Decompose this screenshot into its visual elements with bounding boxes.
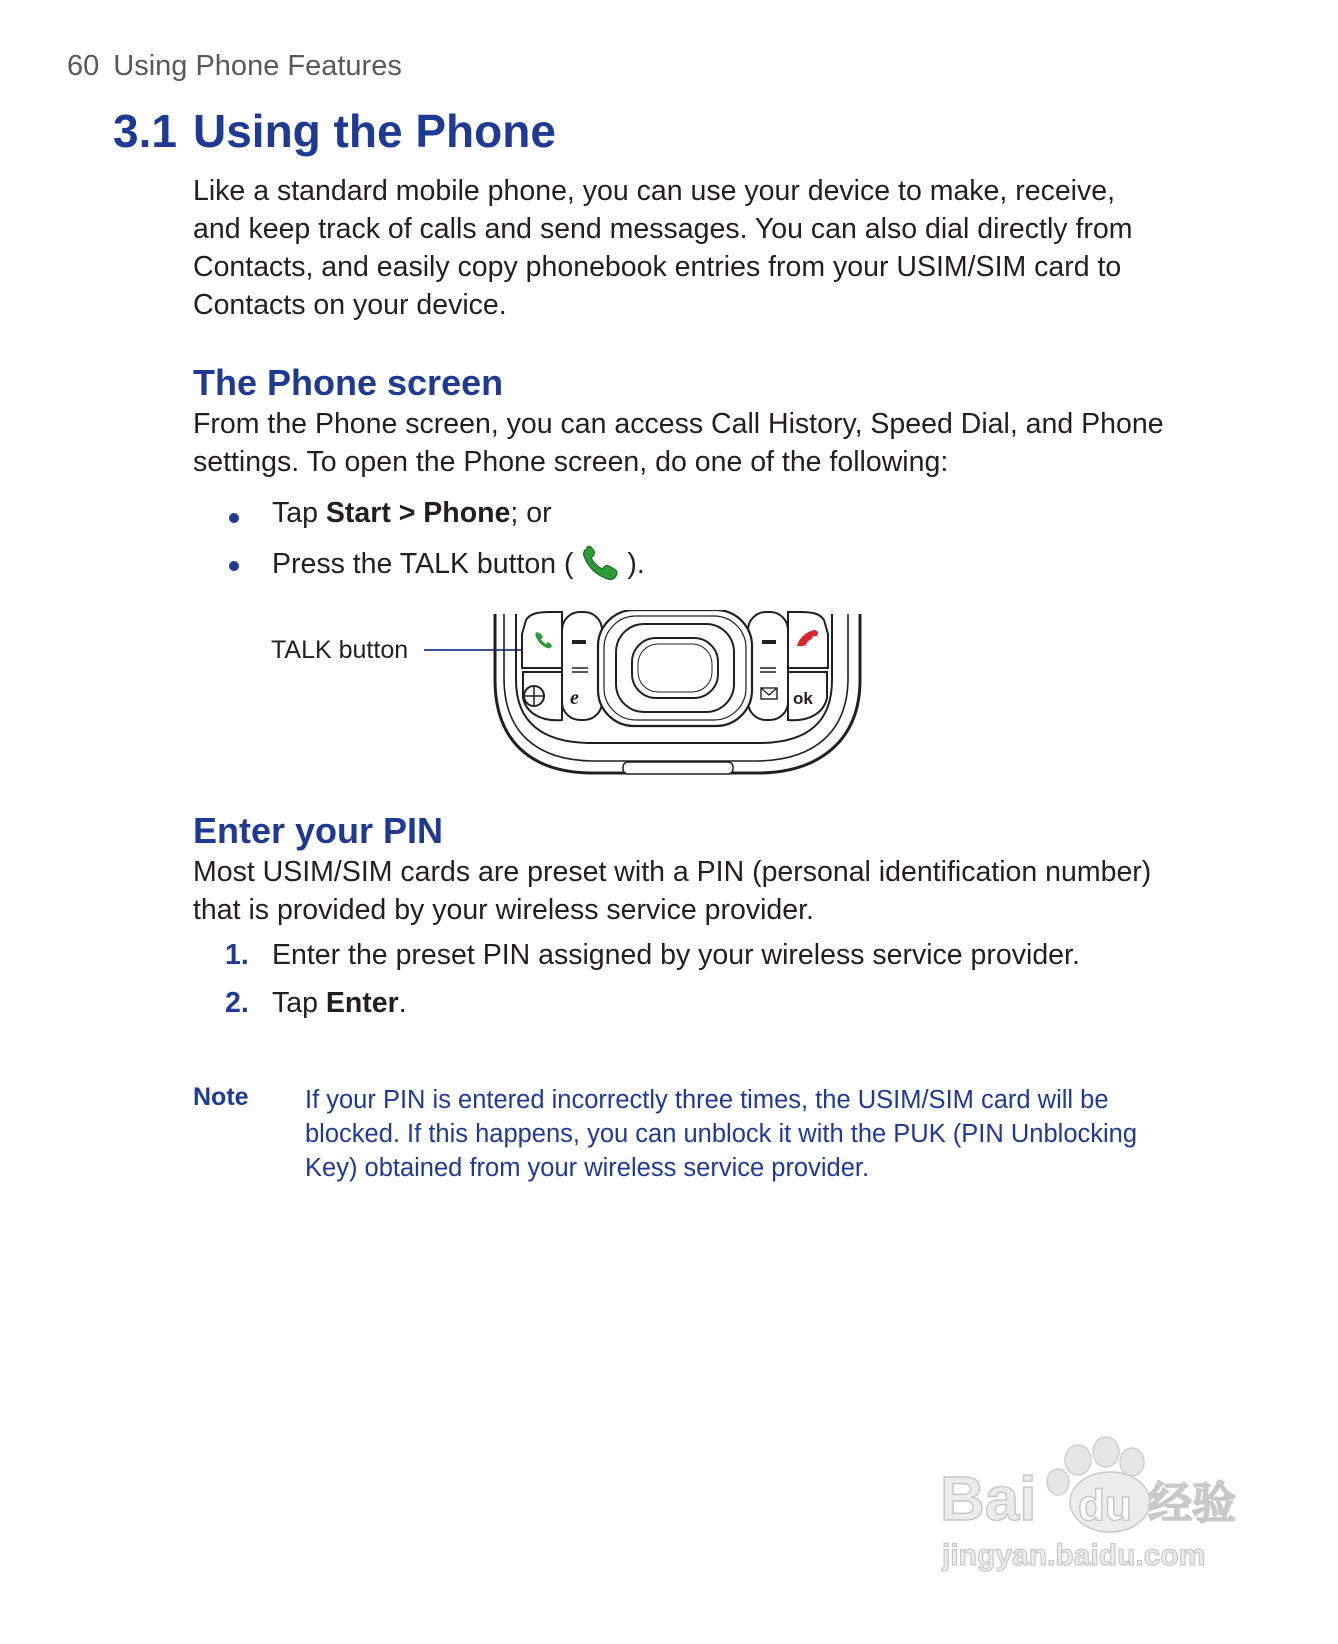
note-line: blocked. If this happens, you can unblock it with the PUK (PIN Unblocking bbox=[305, 1120, 1138, 1148]
section-number: 3.1 bbox=[113, 105, 177, 157]
note-text bbox=[305, 1083, 1185, 1185]
section-title bbox=[113, 104, 556, 158]
watermark-brand: Bai bbox=[940, 1465, 1037, 1534]
step-text bbox=[272, 987, 407, 1020]
note-line: If your PIN is entered incorrectly three times, the USIM/SIM card will be bbox=[305, 1086, 1109, 1114]
running-title: Using Phone Features bbox=[113, 50, 402, 82]
intro-line: Contacts on your device. bbox=[193, 289, 507, 321]
phone-screen-heading: The Phone screen bbox=[193, 362, 504, 403]
keypad-figure bbox=[420, 610, 880, 785]
start-menu-label: Start bbox=[325, 497, 391, 529]
left-softkey bbox=[562, 612, 602, 720]
bullet-text-post: ; or bbox=[510, 497, 552, 529]
bullet-text-post: ). bbox=[619, 548, 645, 580]
bullet-text-pre: Press the TALK button ( bbox=[272, 548, 582, 580]
ok-key-label: ok bbox=[793, 689, 813, 708]
intro-line: Contacts, and easily copy phonebook entries from your USIM/SIM card to bbox=[193, 251, 1122, 283]
internet-explorer-icon: e bbox=[570, 687, 579, 709]
menu-separator: > bbox=[390, 497, 424, 529]
intro-line: and keep track of calls and send messages. You can also dial directly from bbox=[193, 213, 1133, 245]
bullet-text bbox=[272, 545, 645, 581]
phone-menu-label: Phone bbox=[423, 497, 511, 529]
talk-button-callout: TALK button bbox=[271, 636, 409, 664]
enter-label: Enter bbox=[325, 987, 399, 1019]
step-text-pre: Tap bbox=[272, 987, 326, 1019]
right-softkey bbox=[748, 612, 788, 720]
watermark-cn: 经验 bbox=[1148, 1478, 1236, 1529]
step-text-post: . bbox=[398, 987, 407, 1019]
pin-paragraph bbox=[193, 853, 1151, 929]
step-text: Enter the preset PIN assigned by your wireless service provider. bbox=[272, 939, 1080, 971]
phone-screen-line: settings. To open the Phone screen, do one of the following: bbox=[193, 446, 949, 478]
step-number: 1. bbox=[225, 939, 249, 971]
running-head bbox=[67, 50, 402, 83]
intro-paragraph bbox=[193, 172, 1132, 324]
page-number: 60 bbox=[67, 50, 100, 82]
bottom-slot bbox=[623, 762, 733, 774]
pin-line: that is provided by your wireless service provider. bbox=[193, 894, 814, 926]
phone-screen-paragraph bbox=[193, 405, 1164, 481]
pin-line: Most USIM/SIM cards are preset with a PIN (personal identification number) bbox=[193, 856, 1152, 888]
bullet-dot bbox=[229, 561, 239, 571]
phone-handset-icon bbox=[581, 545, 619, 581]
watermark-du: du bbox=[1078, 1481, 1132, 1530]
watermark-url: jingyan.baidu.com bbox=[942, 1539, 1206, 1572]
action-button bbox=[632, 638, 718, 698]
bullet-text bbox=[272, 497, 552, 530]
step-number: 2. bbox=[225, 987, 249, 1019]
note-label: Note bbox=[193, 1083, 249, 1111]
pin-heading: Enter your PIN bbox=[193, 810, 444, 851]
baidu-watermark bbox=[940, 1420, 1270, 1590]
note-line: Key) obtained from your wireless service provider. bbox=[305, 1154, 870, 1182]
bullet-text-pre: Tap bbox=[272, 497, 326, 529]
phone-screen-line: From the Phone screen, you can access Call History, Speed Dial, and Phone bbox=[193, 408, 1164, 440]
intro-line: Like a standard mobile phone, you can use your device to make, receive, bbox=[193, 175, 1116, 207]
section-title-text: Using the Phone bbox=[193, 105, 556, 157]
talk-key bbox=[522, 612, 562, 668]
bullet-dot bbox=[229, 513, 239, 523]
